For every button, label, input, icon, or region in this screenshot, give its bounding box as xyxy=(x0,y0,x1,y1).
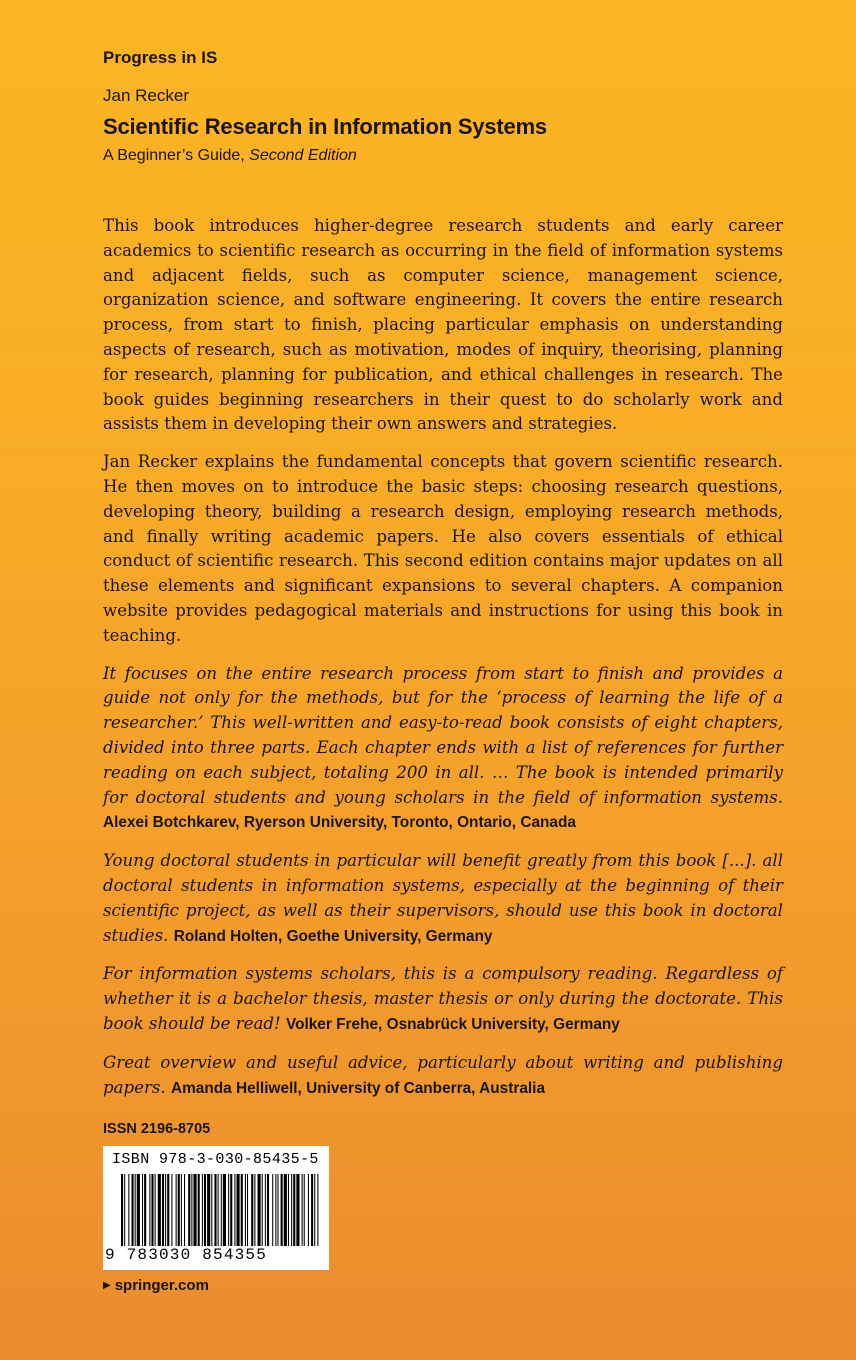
barcode-bar xyxy=(158,1174,161,1246)
barcode-bar xyxy=(181,1174,182,1246)
barcode-bar xyxy=(171,1174,172,1246)
website-text: springer.com xyxy=(114,1277,209,1294)
barcode-bar xyxy=(314,1174,315,1246)
barcode-bar xyxy=(221,1174,222,1246)
barcode-bar xyxy=(176,1174,177,1246)
issn: ISSN 2196-8705 xyxy=(103,1121,211,1137)
series-name: Progress in IS xyxy=(103,48,218,67)
barcode-bar xyxy=(254,1174,255,1246)
description-paragraph-1: This book introduces higher-degree research students and early career academics to scientific research as occurring in the field of information systems and adjacent fields, such as computer science, management science, organization science, and software engineering. It covers the entire research process, from start to finish, placing particular emphasis on understanding aspects of research, such as motivation, modes of inquiry, theorising, planning for research, planning for publication, and ethical challenges in research. The book guides beginning researchers in their quest to do scholarly work and assists them in developing their own answers and strategies. xyxy=(103,216,783,434)
barcode-bar xyxy=(128,1174,129,1246)
barcode xyxy=(103,1146,329,1270)
barcode-bar xyxy=(265,1174,266,1246)
barcode-bar xyxy=(308,1174,309,1246)
barcode-bar xyxy=(193,1174,196,1246)
barcode-bar xyxy=(230,1174,232,1246)
barcode-bar xyxy=(281,1174,283,1246)
barcode-bar xyxy=(124,1174,125,1246)
quote-attribution: Alexei Botchkarev, Ryerson University, Toronto, Ontario, Canada xyxy=(103,814,576,832)
barcode-bar xyxy=(288,1174,289,1246)
barcode-bar xyxy=(302,1174,303,1246)
edition-text: Second Edition xyxy=(249,147,357,164)
barcode-bar xyxy=(296,1174,299,1246)
barcode-bar xyxy=(149,1174,150,1246)
barcode-bar xyxy=(198,1174,200,1246)
barcode-bar xyxy=(202,1174,203,1246)
barcode-bar xyxy=(144,1174,146,1246)
barcode-bar xyxy=(291,1174,292,1246)
quote-text: Great overview and useful advice, particularly about writing and publishing papers. xyxy=(103,1052,783,1097)
barcode-bar xyxy=(167,1174,169,1246)
barcode-bar xyxy=(184,1174,185,1246)
barcode-bar xyxy=(142,1174,143,1246)
barcode-bar xyxy=(211,1174,212,1246)
barcode-bar xyxy=(272,1174,273,1246)
barcode-bar xyxy=(237,1174,240,1246)
barcode-bar xyxy=(241,1174,243,1246)
barcode-bar xyxy=(267,1174,269,1246)
barcode-bar xyxy=(135,1174,136,1246)
barcode-bar xyxy=(245,1174,246,1246)
blurb xyxy=(103,214,783,1114)
barcode-bar xyxy=(234,1174,235,1246)
book-title: Scientific Research in Information Systems xyxy=(103,114,547,139)
quote-text: Young doctoral students in particular will benefit greatly from this book [...]. all doctoral students in information systems, especially at the beginning of their scientific project, as well as their supervisors, should use this book in doctoral studies. xyxy=(103,851,783,945)
barcode-bar xyxy=(277,1174,278,1246)
barcode-bar xyxy=(214,1174,216,1246)
barcode-bar xyxy=(191,1174,192,1246)
barcode-bar xyxy=(155,1174,156,1246)
barcode-bar xyxy=(151,1174,153,1246)
quote-text: It focuses on the entire research process from start to finish and provides a guide not only for the methods, but for the ‘process of learning the life of a researcher.’ This well-written and easy-to-read book consists of eight chapters, divided into three parts. Each chapter ends with a list of references for further reading on each subject, totaling 200 in all. … The book is intended primarily for doctoral students and young scholars in the field of information systems. xyxy=(103,663,783,807)
barcode-bar xyxy=(132,1174,134,1246)
barcode-bar xyxy=(178,1174,180,1246)
barcode-bar xyxy=(293,1174,295,1246)
barcode-bars xyxy=(121,1174,321,1246)
barcode-bar xyxy=(251,1174,253,1246)
quote-attribution: Amanda Helliwell, University of Canberra, Australia xyxy=(170,1079,546,1097)
barcode-bar xyxy=(311,1174,313,1246)
subtitle-text: A Beginner’s Guide, xyxy=(103,147,250,164)
arrow-icon: ▶ xyxy=(103,1280,111,1291)
barcode-bar xyxy=(218,1174,219,1246)
barcode-bar xyxy=(262,1174,263,1246)
barcode-bar xyxy=(165,1174,166,1246)
barcode-bar xyxy=(258,1174,261,1246)
barcode-bar xyxy=(204,1174,206,1246)
review-quote-3 xyxy=(103,962,783,1037)
barcode-bar xyxy=(317,1174,318,1246)
quote-attribution: Volker Frehe, Osnabrück University, Germany xyxy=(285,1015,620,1033)
review-quote-1 xyxy=(103,662,783,837)
barcode-bar xyxy=(228,1174,229,1246)
publisher-website[interactable] xyxy=(103,1277,209,1294)
barcode-bar xyxy=(162,1174,164,1246)
review-quote-2 xyxy=(103,849,783,949)
quote-text: For information systems scholars, this is a compulsory reading. Regardless of whether it is a bachelor thesis, master thesis or only during the doctorate. This book should be read! xyxy=(103,964,783,1033)
barcode-bar xyxy=(207,1174,210,1246)
barcode-bar xyxy=(188,1174,190,1246)
barcode-bar xyxy=(304,1174,305,1246)
author-name: Jan Recker xyxy=(103,86,189,105)
barcode-bar xyxy=(275,1174,276,1246)
barcode-bar xyxy=(223,1174,226,1246)
ean-digits: 9 783030 854355 xyxy=(105,1246,268,1264)
description-paragraph-2: Jan Recker explains the fundamental concepts that govern scientific research. He then moves on to introduce the basic steps: choosing research questions, developing theory, building a research design, employing research methods, and finally writing academic papers. He also covers essentials of ethical conduct of scientific research. This second edition contains major updates on all these elements and significant expansions to several chapters. A companion website provides pedagogical materials and instructions for using this book in teaching. xyxy=(103,452,783,645)
barcode-bar xyxy=(284,1174,287,1246)
isbn-text: ISBN 978-3-030-85435-5 xyxy=(112,1151,319,1168)
barcode-bar xyxy=(137,1174,140,1246)
barcode-bar xyxy=(121,1174,123,1246)
quote-attribution: Roland Holten, Goethe University, Germany xyxy=(173,927,493,945)
barcode-bar xyxy=(247,1174,248,1246)
book-subtitle xyxy=(103,147,357,165)
review-quote-4 xyxy=(103,1051,783,1102)
